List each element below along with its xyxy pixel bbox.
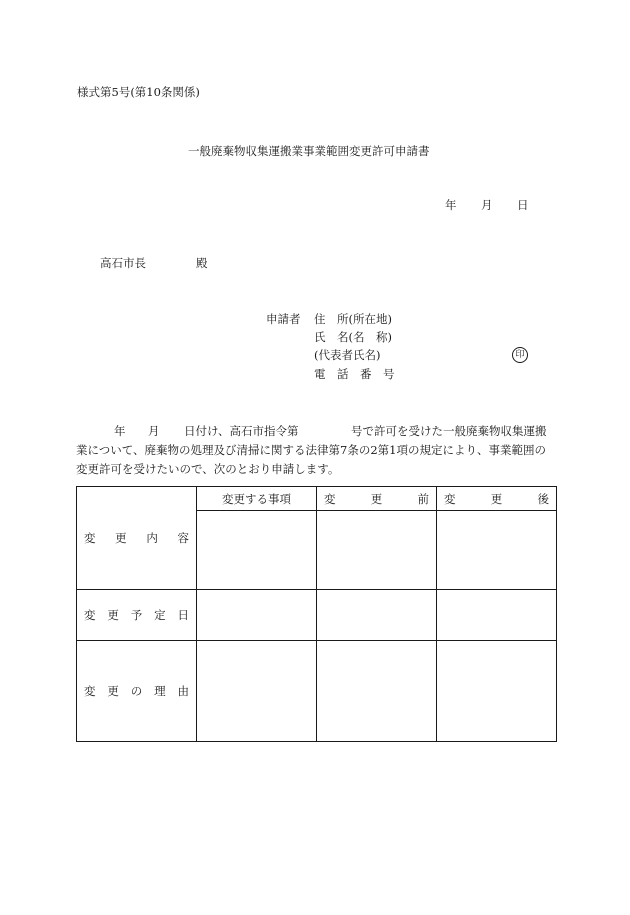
row-label-char: 定: [154, 608, 166, 622]
table-row-scheduled-date: [77, 590, 557, 641]
row-label-reason: [77, 641, 197, 742]
row-label-char: 予: [130, 608, 143, 622]
date-day-label: 日: [517, 198, 529, 212]
applicant-name-label: 氏 名(名 称): [314, 330, 392, 344]
row-label-char: 更: [107, 608, 119, 622]
seal-mark: 印: [512, 347, 528, 363]
change-details-table: [76, 486, 557, 742]
header-after: [437, 487, 557, 511]
row-label-char: 変: [84, 684, 96, 698]
addressee-name: 高石市長: [100, 256, 146, 270]
applicant-label: 申請者: [266, 312, 301, 326]
cell-reason-before[interactable]: [317, 641, 437, 742]
applicant-representative-label: (代表者氏名): [314, 348, 381, 362]
cell-reason-after[interactable]: [437, 641, 557, 742]
header-before-char: 更: [370, 491, 383, 506]
row-label-char: 容: [177, 531, 189, 545]
header-after-char: 後: [537, 491, 549, 506]
row-label-scheduled-date: [77, 590, 197, 641]
date-year-label: 年: [445, 198, 457, 212]
body-line-3: 変更許可を受けたいので、次のとおり申請します。: [76, 462, 340, 476]
body-number-text: 号で許可を受けた一般廃棄物収集運搬: [351, 424, 547, 438]
row-label-change-content: [77, 487, 197, 590]
row-label-char: の: [130, 684, 143, 698]
table-row-reason: [77, 641, 557, 742]
header-after-char: 更: [490, 491, 503, 506]
cell-before[interactable]: [317, 511, 437, 590]
row-label-char: 更: [107, 684, 119, 698]
header-after-char: 変: [444, 491, 456, 506]
header-before: [317, 487, 437, 511]
addressee: [100, 255, 208, 271]
cell-after[interactable]: [437, 511, 557, 590]
date-month-label: 月: [481, 198, 493, 212]
document-title: 一般廃棄物収集運搬業事業範囲変更許可申請書: [188, 144, 430, 158]
cell-scheduled-date-item[interactable]: [197, 590, 317, 641]
header-before-char: 前: [417, 491, 429, 506]
row-label-char: 理: [154, 684, 166, 698]
applicant-phone-label: 電 話 番 号: [314, 367, 395, 381]
table-header-row: [77, 487, 557, 511]
row-label-char: 日: [177, 608, 189, 622]
row-label-char: 更: [115, 531, 127, 545]
row-label-char: 内: [146, 531, 158, 545]
header-before-char: 変: [324, 491, 336, 506]
row-label-char: 由: [177, 684, 189, 698]
row-label-char: 変: [84, 608, 96, 622]
cell-change-item[interactable]: [197, 511, 317, 590]
applicant-address-label: 住 所(所在地): [314, 312, 392, 326]
cell-scheduled-date-before[interactable]: [317, 590, 437, 641]
cell-scheduled-date-after[interactable]: [437, 590, 557, 641]
header-change-item: 変更する事項: [197, 487, 317, 511]
body-day-text: 日付け、高石市指令第: [184, 424, 299, 438]
body-line-2: 業について、廃棄物の処理及び清掃に関する法律第7条の2第1項の規定により、事業範囲の: [76, 443, 546, 457]
body-year-label: 年: [114, 424, 126, 438]
addressee-suffix: 殿: [196, 256, 208, 270]
cell-reason-item[interactable]: [197, 641, 317, 742]
body-month-label: 月: [148, 424, 160, 438]
form-number: 様式第5号(第10条関係): [77, 85, 200, 99]
row-label-char: 変: [84, 531, 96, 545]
